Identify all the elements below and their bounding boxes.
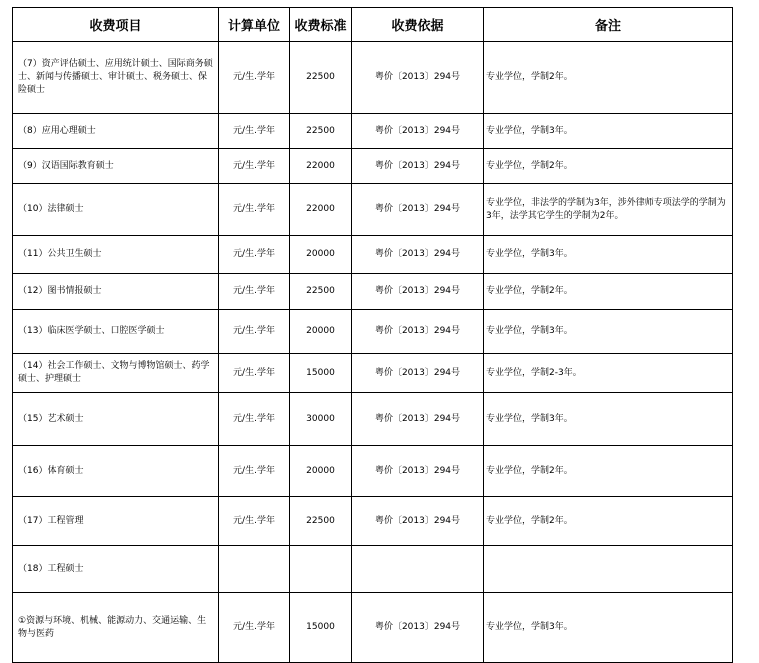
item-text: （15）艺术硕士 <box>18 413 84 424</box>
unit-cell: 元/生.学年 <box>219 184 290 236</box>
basis-cell: 粤价〔2013〕294号 <box>352 149 484 184</box>
basis-cell: 粤价〔2013〕294号 <box>352 274 484 310</box>
table-row <box>13 274 733 310</box>
item-text: （7）资产评估硕士、应用统计硕士、国际商务硕士、新闻与传播硕士、审计硕士、税务硕士、保险硕士 <box>18 59 213 95</box>
item-text: （14）社会工作硕士、文物与博物馆硕士、药学硕士、护理硕士 <box>18 361 210 384</box>
table-row <box>13 310 733 354</box>
fee-cell: 20000 <box>290 310 352 354</box>
table-row <box>13 42 733 114</box>
note-cell: 专业学位，学制2年。 <box>484 42 733 114</box>
header-fee: 收费标准 <box>290 8 352 42</box>
item-text: （9）汉语国际教育硕士 <box>18 160 114 171</box>
note-cell: 专业学位，学制3年。 <box>484 393 733 446</box>
table-row <box>13 546 733 593</box>
table-row <box>13 593 733 663</box>
note-cell: 专业学位，学制2年。 <box>484 149 733 184</box>
note-cell: 专业学位，学制2年。 <box>484 446 733 497</box>
fee-cell: 22000 <box>290 149 352 184</box>
item-cell <box>13 42 219 114</box>
item-text: （16）体育硕士 <box>18 465 84 476</box>
fee-cell: 22000 <box>290 184 352 236</box>
basis-cell: 粤价〔2013〕294号 <box>352 114 484 149</box>
basis-cell: 粤价〔2013〕294号 <box>352 184 484 236</box>
item-text: （17）工程管理 <box>18 515 84 526</box>
table-row <box>13 149 733 184</box>
item-cell <box>13 236 219 274</box>
item-cell <box>13 593 219 663</box>
item-cell <box>13 310 219 354</box>
note-cell: 专业学位，学制3年。 <box>484 236 733 274</box>
header-item: 收费项目 <box>13 8 219 42</box>
basis-cell: 粤价〔2013〕294号 <box>352 393 484 446</box>
item-cell <box>13 497 219 546</box>
unit-cell <box>219 546 290 593</box>
unit-cell: 元/生.学年 <box>219 354 290 393</box>
item-cell <box>13 114 219 149</box>
basis-cell: 粤价〔2013〕294号 <box>352 497 484 546</box>
unit-cell: 元/生.学年 <box>219 114 290 149</box>
unit-cell: 元/生.学年 <box>219 310 290 354</box>
basis-cell: 粤价〔2013〕294号 <box>352 42 484 114</box>
table-row <box>13 184 733 236</box>
fee-cell: 30000 <box>290 393 352 446</box>
fee-cell: 15000 <box>290 593 352 663</box>
fee-cell: 22500 <box>290 274 352 310</box>
table-row <box>13 354 733 393</box>
note-cell: 专业学位，学制3年。 <box>484 593 733 663</box>
unit-cell: 元/生.学年 <box>219 42 290 114</box>
item-text: （18）工程硕士 <box>18 563 84 574</box>
note-cell: 专业学位，学制3年。 <box>484 310 733 354</box>
unit-cell: 元/生.学年 <box>219 393 290 446</box>
unit-cell: 元/生.学年 <box>219 593 290 663</box>
item-text: （11）公共卫生硕士 <box>18 249 102 259</box>
fee-cell: 20000 <box>290 236 352 274</box>
note-cell: 专业学位，非法学的学制为3年，涉外律师专项法学的学制为3年，法学其它学生的学制为2年。 <box>484 184 733 236</box>
basis-cell <box>352 546 484 593</box>
item-cell <box>13 393 219 446</box>
unit-cell: 元/生.学年 <box>219 497 290 546</box>
item-cell <box>13 546 219 593</box>
item-cell <box>13 274 219 310</box>
fee-cell: 15000 <box>290 354 352 393</box>
note-cell: 专业学位，学制2年。 <box>484 497 733 546</box>
item-cell <box>13 446 219 497</box>
basis-cell: 粤价〔2013〕294号 <box>352 310 484 354</box>
item-text: （13）临床医学硕士、口腔医学硕士 <box>18 326 165 336</box>
fee-cell: 22500 <box>290 42 352 114</box>
header-basis: 收费依据 <box>352 8 484 42</box>
item-text: （12）图书情报硕士 <box>18 286 102 296</box>
unit-cell: 元/生.学年 <box>219 236 290 274</box>
item-cell <box>13 149 219 184</box>
item-text: （8）应用心理硕士 <box>18 125 96 136</box>
unit-cell: 元/生.学年 <box>219 446 290 497</box>
header-unit: 计算单位 <box>219 8 290 42</box>
fee-cell: 22500 <box>290 114 352 149</box>
fee-cell: 22500 <box>290 497 352 546</box>
note-cell: 专业学位，学制3年。 <box>484 114 733 149</box>
item-cell <box>13 354 219 393</box>
basis-cell: 粤价〔2013〕294号 <box>352 354 484 393</box>
note-cell: 专业学位，学制2年。 <box>484 274 733 310</box>
fee-cell: 20000 <box>290 446 352 497</box>
table-row <box>13 393 733 446</box>
unit-cell: 元/生.学年 <box>219 274 290 310</box>
table-row <box>13 236 733 274</box>
item-cell <box>13 184 219 236</box>
header-row <box>13 8 733 42</box>
basis-cell: 粤价〔2013〕294号 <box>352 446 484 497</box>
table-row <box>13 497 733 546</box>
basis-cell: 粤价〔2013〕294号 <box>352 593 484 663</box>
note-cell: 专业学位，学制2-3年。 <box>484 354 733 393</box>
fee-table-sheet <box>12 7 732 663</box>
header-note: 备注 <box>484 8 733 42</box>
item-text: ①资源与环境、机械、能源动力、交通运输、生物与医药 <box>18 615 207 639</box>
table-row <box>13 446 733 497</box>
note-cell <box>484 546 733 593</box>
table-row <box>13 114 733 149</box>
item-text: （10）法律硕士 <box>18 204 84 214</box>
fee-table <box>12 7 733 663</box>
basis-cell: 粤价〔2013〕294号 <box>352 236 484 274</box>
unit-cell: 元/生.学年 <box>219 149 290 184</box>
fee-cell <box>290 546 352 593</box>
